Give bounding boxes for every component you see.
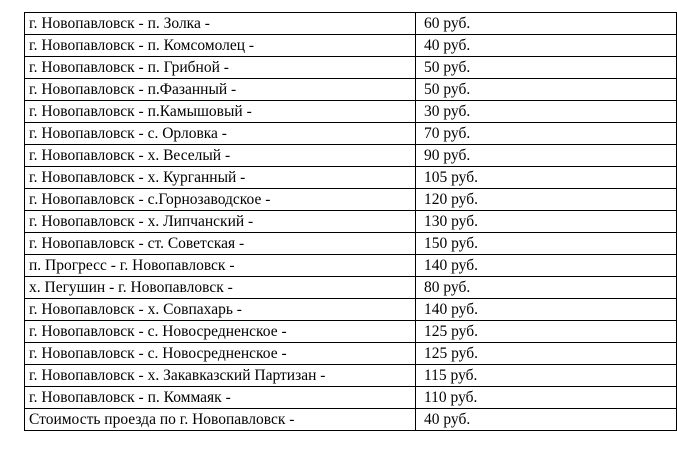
price-cell: 125 руб.: [416, 343, 677, 365]
price-cell: 30 руб.: [416, 101, 677, 123]
table-row: [25, 299, 677, 321]
table-row: [25, 277, 677, 299]
table-row: [25, 57, 677, 79]
table-row: [25, 233, 677, 255]
table-row: [25, 387, 677, 409]
route-cell: г. Новопавловск - п. Комсомолец -: [25, 35, 416, 57]
price-cell: 40 руб.: [416, 409, 677, 431]
route-cell: г. Новопавловск - х. Закавказский Партизан -: [25, 365, 416, 387]
route-cell: г. Новопавловск - х. Совпахарь -: [25, 299, 416, 321]
table-row: [25, 145, 677, 167]
route-cell: х. Пегушин - г. Новопавловск -: [25, 277, 416, 299]
price-cell: 125 руб.: [416, 321, 677, 343]
table-row: [25, 189, 677, 211]
route-cell: г. Новопавловск - п. Коммаяк -: [25, 387, 416, 409]
price-cell: 70 руб.: [416, 123, 677, 145]
table-row: [25, 365, 677, 387]
price-cell: 140 руб.: [416, 299, 677, 321]
price-cell: 140 руб.: [416, 255, 677, 277]
price-cell: 110 руб.: [416, 387, 677, 409]
price-cell: 130 руб.: [416, 211, 677, 233]
route-cell: Стоимость проезда по г. Новопавловск -: [25, 409, 416, 431]
route-cell: г. Новопавловск - п. Золка -: [25, 13, 416, 35]
route-cell: г. Новопавловск - с. Новосредненское -: [25, 343, 416, 365]
table-row: [25, 35, 677, 57]
price-cell: 105 руб.: [416, 167, 677, 189]
table-row: [25, 211, 677, 233]
price-cell: 60 руб.: [416, 13, 677, 35]
table-row: [25, 167, 677, 189]
price-cell: 80 руб.: [416, 277, 677, 299]
table-row: [25, 255, 677, 277]
table-row: [25, 321, 677, 343]
table-row: [25, 101, 677, 123]
route-cell: г. Новопавловск - ст. Советская -: [25, 233, 416, 255]
price-cell: 50 руб.: [416, 79, 677, 101]
route-cell: п. Прогресс - г. Новопавловск -: [25, 255, 416, 277]
price-cell: 40 руб.: [416, 35, 677, 57]
table-row: [25, 409, 677, 431]
table-row: [25, 13, 677, 35]
route-cell: г. Новопавловск - х. Веселый -: [25, 145, 416, 167]
table-row: [25, 343, 677, 365]
route-cell: г. Новопавловск - с. Новосредненское -: [25, 321, 416, 343]
route-cell: г. Новопавловск - х. Липчанский -: [25, 211, 416, 233]
price-cell: 120 руб.: [416, 189, 677, 211]
table-row: [25, 123, 677, 145]
price-cell: 115 руб.: [416, 365, 677, 387]
route-cell: г. Новопавловск - х. Курганный -: [25, 167, 416, 189]
route-cell: г. Новопавловск - п.Камышовый -: [25, 101, 416, 123]
price-cell: 150 руб.: [416, 233, 677, 255]
price-cell: 50 руб.: [416, 57, 677, 79]
route-cell: г. Новопавловск - с.Горнозаводское -: [25, 189, 416, 211]
fare-table: [24, 12, 677, 431]
route-cell: г. Новопавловск - п.Фазанный -: [25, 79, 416, 101]
price-cell: 90 руб.: [416, 145, 677, 167]
table-row: [25, 79, 677, 101]
route-cell: г. Новопавловск - п. Грибной -: [25, 57, 416, 79]
route-cell: г. Новопавловск - с. Орловка -: [25, 123, 416, 145]
